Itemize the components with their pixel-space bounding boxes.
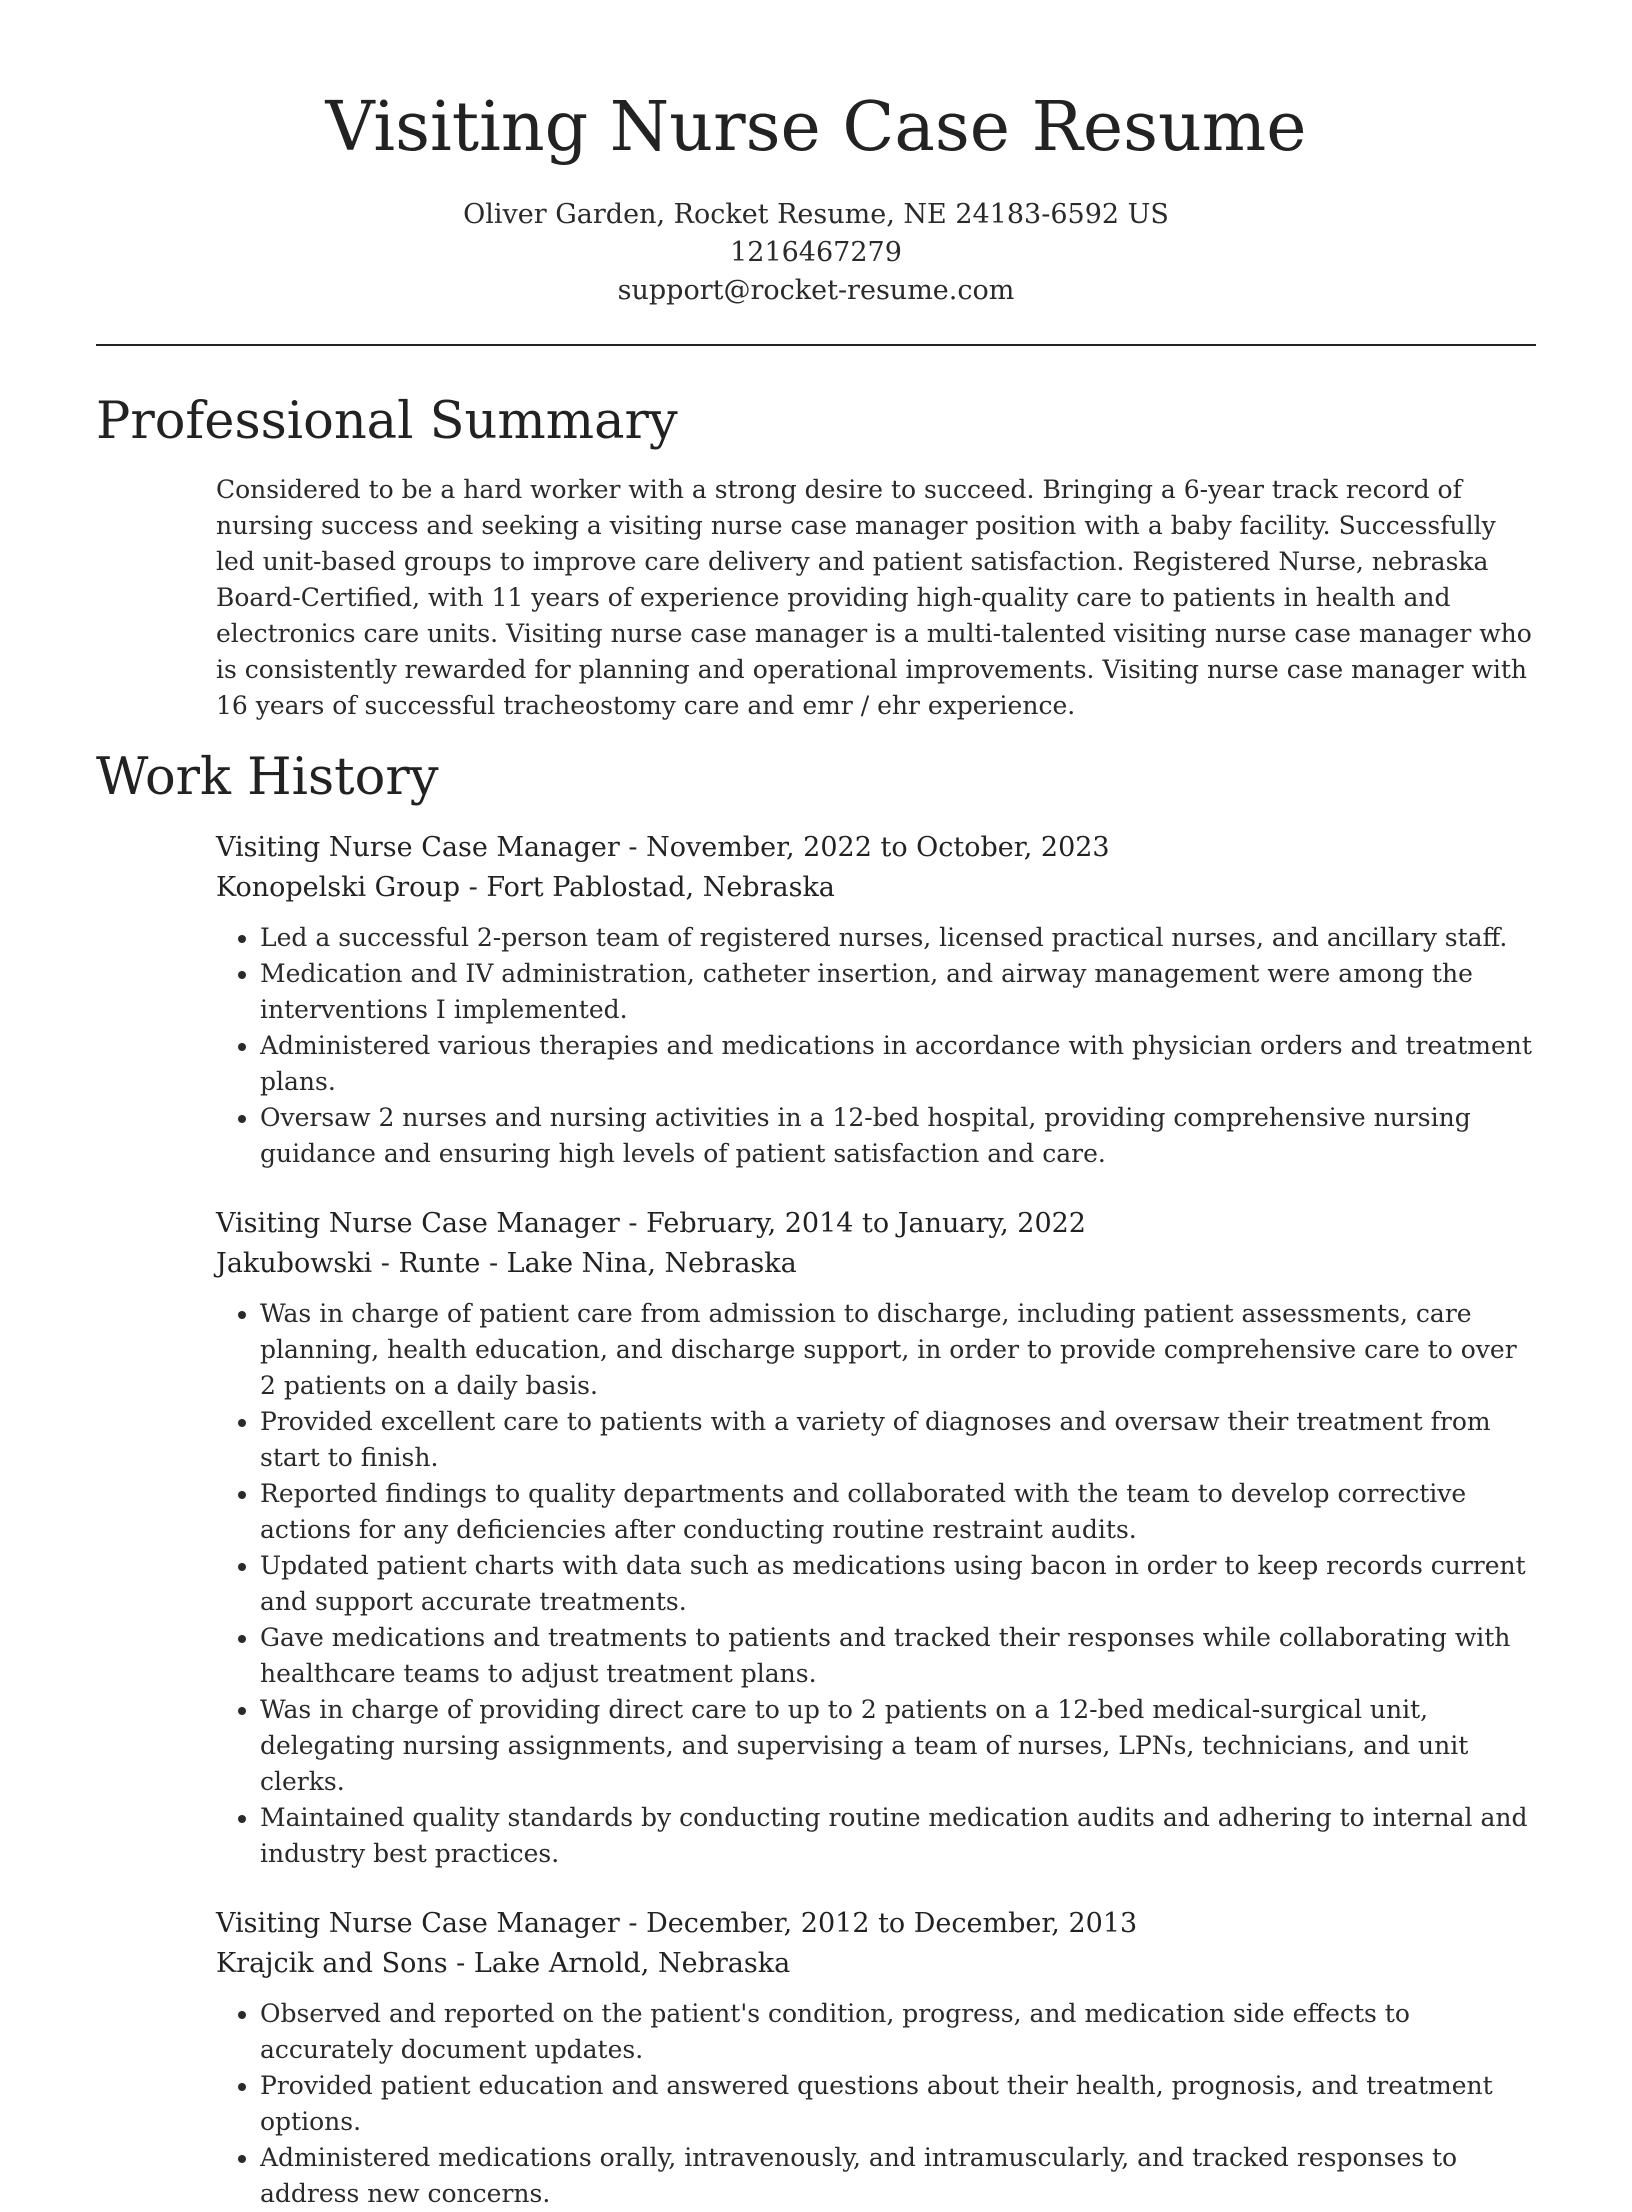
job-bullet: • Reported findings to quality departments and collaborated with the team to develop corrective actions for any deficiencies after conducting routine restraint audits. — [260, 1476, 1536, 1548]
job-bullets — [216, 1996, 1536, 2212]
summary-heading: Professional Summary — [96, 392, 678, 451]
job-title-line: Visiting Nurse Case Manager - February, 2014 to January, 2022 — [216, 1208, 1086, 1239]
job-company-line: Jakubowski - Runte - Lake Nina, Nebraska — [216, 1248, 797, 1279]
job-bullet: • Was in charge of providing direct care to up to 2 patients on a 12-bed medical-surgical unit, delegating nursing assignments, and supervising a team of nurses, LPNs, technicians, and unit clerks. — [260, 1692, 1536, 1800]
job-bullet: • Maintained quality standards by conducting routine medication audits and adhering to internal and industry best practices. — [260, 1800, 1536, 1872]
contact-block — [0, 196, 1632, 310]
job-bullet: • Was in charge of patient care from admission to discharge, including patient assessments, care planning, health education, and discharge support, in order to provide comprehensive care to over 2 patients on a daily basis. — [260, 1296, 1536, 1404]
job-title-line: Visiting Nurse Case Manager - December, 2012 to December, 2013 — [216, 1908, 1138, 1939]
job-bullet: • Administered medications orally, intravenously, and intramuscularly, and tracked responses to address new concerns. — [260, 2140, 1536, 2212]
job-bullets — [216, 1296, 1536, 1872]
resume-title: Visiting Nurse Case Resume — [325, 88, 1307, 167]
summary-text: Considered to be a hard worker with a strong desire to succeed. Bringing a 6-year track record of nursing success and seeking a visiting nurse case manager position with a baby facility. Successfully led unit-based groups to improve care delivery and patient satisfaction. Registered Nurse, nebraska Board-Certified, with 11 years of experience providing high-quality care to patients in health and electronics care units. Visiting nurse case manager is a multi-talented visiting nurse case manager who is consistently rewarded for planning and operational improvements. Visiting nurse case manager with 16 years of successful tracheostomy care and emr / ehr experience. — [216, 475, 1532, 720]
job-bullet: • Led a successful 2-person team of registered nurses, licensed practical nurses, and ancillary staff. — [260, 920, 1536, 956]
work-history-heading: Work History — [96, 748, 439, 807]
job-bullet: • Oversaw 2 nurses and nursing activities in a 12-bed hospital, providing comprehensive nursing guidance and ensuring high levels of patient satisfaction and care. — [260, 1100, 1536, 1172]
contact-address: Oliver Garden, Rocket Resume, NE 24183-6592 US — [463, 199, 1169, 230]
job-bullet: • Medication and IV administration, catheter insertion, and airway management were among the interventions I implemented. — [260, 956, 1536, 1028]
job-company-line: Krajcik and Sons - Lake Arnold, Nebraska — [216, 1948, 791, 1979]
job-entry — [216, 828, 1536, 1172]
job-bullet: • Updated patient charts with data such as medications using bacon in order to keep records current and support accurate treatments. — [260, 1548, 1536, 1620]
job-bullet: • Observed and reported on the patient's condition, progress, and medication side effects to accurately document updates. — [260, 1996, 1536, 2068]
contact-phone: 1216467279 — [730, 237, 902, 268]
job-bullet: • Administered various therapies and medications in accordance with physician orders and treatment plans. — [260, 1028, 1536, 1100]
job-bullets — [216, 920, 1536, 1172]
resume-header — [0, 0, 1632, 310]
contact-email: support@rocket-resume.com — [617, 275, 1015, 306]
job-bullet: • Provided patient education and answered questions about their health, prognosis, and treatment options. — [260, 2068, 1536, 2140]
job-bullet: • Provided excellent care to patients with a variety of diagnoses and oversaw their treatment from start to finish. — [260, 1404, 1536, 1476]
job-entry — [216, 1904, 1536, 2212]
job-entry — [216, 1204, 1536, 1872]
job-title-line: Visiting Nurse Case Manager - November, 2022 to October, 2023 — [216, 832, 1110, 863]
job-bullet: • Gave medications and treatments to patients and tracked their responses while collaborating with healthcare teams to adjust treatment plans. — [260, 1620, 1536, 1692]
job-company-line: Konopelski Group - Fort Pablostad, Nebraska — [216, 872, 835, 903]
header-divider — [96, 344, 1536, 346]
